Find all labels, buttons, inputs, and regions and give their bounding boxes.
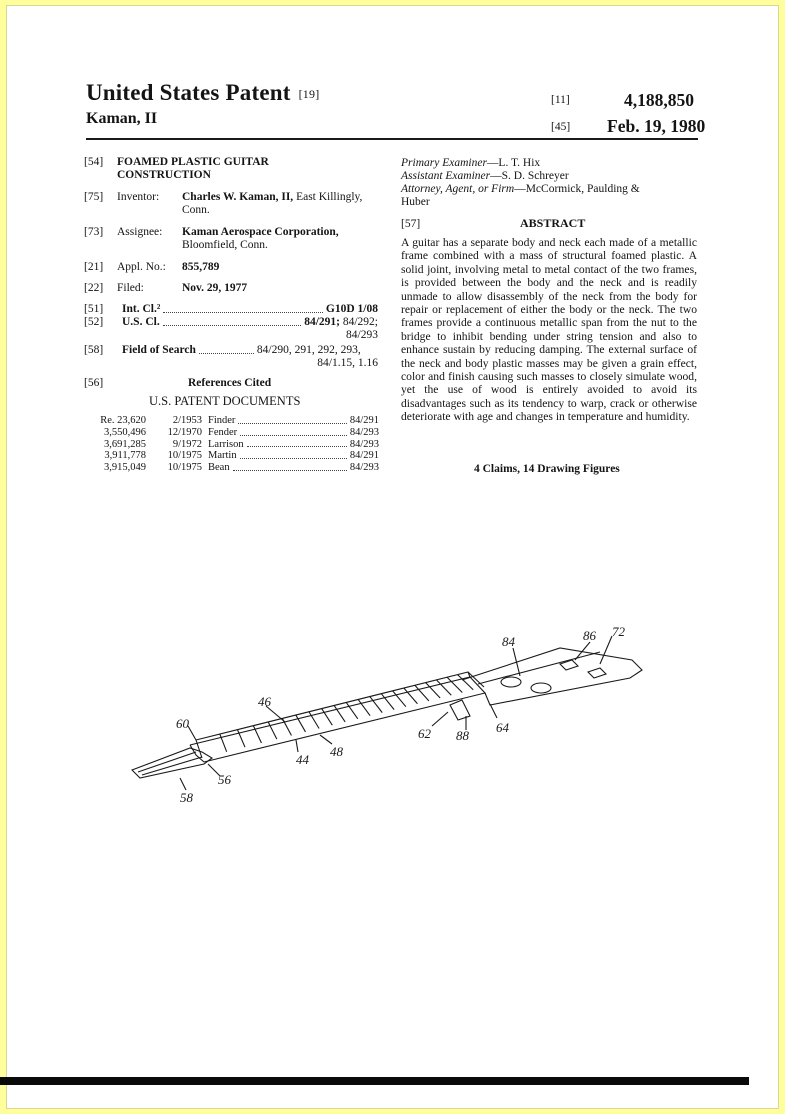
appl-number: 855,789 [182, 261, 220, 273]
reference-number: Re. 23,620 [100, 415, 146, 426]
reference-number: 3,691,285 [104, 438, 146, 450]
search-value-line2: 84/1.15, 1.16 [317, 357, 378, 369]
field-label: Filed: [117, 282, 144, 294]
field-code: [56] [84, 377, 104, 389]
uscl-value-line2: 84/293 [346, 329, 378, 341]
label-56: 56 [218, 772, 231, 787]
intcl-label: Int. Cl.² [122, 303, 161, 315]
invention-title-line2: CONSTRUCTION [117, 169, 211, 181]
reference-date: 10/1975 [167, 462, 202, 474]
field-code: [75] [84, 191, 104, 203]
patent-date: Feb. 19, 1980 [607, 116, 706, 136]
references-subheading: U.S. PATENT DOCUMENTS [149, 394, 301, 408]
reference-class: 84/291 [349, 450, 379, 462]
uscl-value-rest: 84/292; [342, 316, 378, 328]
inventor-name: Charles W. Kaman, II, [182, 191, 294, 203]
invention-title: FOAMED PLASTIC GUITAR [117, 156, 269, 168]
joint-block [450, 700, 470, 720]
inventor-place: East Killingly, [296, 191, 363, 203]
field-code: [51] [84, 303, 104, 315]
intcl-value: G10D 1/08 [325, 303, 378, 315]
uscl-value: 84/291; [304, 316, 340, 328]
search-label: Field of Search [122, 344, 196, 356]
primary-examiner-name: —L. T. Hix [486, 157, 541, 169]
field-label: Assignee: [117, 226, 163, 238]
label-60: 60 [176, 716, 189, 731]
frame-block [588, 668, 606, 678]
reference-class: 84/293 [349, 426, 379, 438]
body-frame [462, 648, 642, 705]
reference-date: 10/1975 [167, 450, 202, 462]
reference-inventor: Martin [208, 450, 237, 462]
assignee-name: Kaman Aerospace Corporation, [182, 226, 339, 238]
label-64: 64 [496, 720, 509, 735]
label-62: 62 [418, 726, 431, 741]
references-heading: References Cited [188, 377, 272, 389]
reference-date: 2/1953 [172, 415, 202, 426]
reference-class: 84/291 [349, 415, 379, 426]
search-value: 84/290, 291, 292, 293, [256, 344, 361, 356]
title-tag: [19] [298, 87, 320, 102]
attorney-label: Attorney, Agent, or Firm [401, 183, 515, 195]
inventor-place-line2: Conn. [182, 204, 210, 216]
reference-number: 3,915,049 [104, 462, 146, 474]
reference-inventor: Bean [208, 462, 230, 474]
abstract-heading: ABSTRACT [520, 216, 586, 230]
date-tag: [45] [551, 121, 571, 133]
label-44: 44 [296, 752, 309, 767]
label-46: 46 [258, 694, 271, 709]
patent-number: 4,188,850 [624, 90, 694, 110]
field-code: [21] [84, 261, 104, 273]
abstract-text: A guitar has a separate body and neck each made of a metallic frame combined with a mass of structural foamed plastic. A solid joint, involving metal to metal contact of the two frames, is provided between the body and the neck and is readily unmade to allow disassembly of the neck from the body for repair or replacement of either the body or the neck. The two frames provide a continuous metallic span from the nut to the bridge to inhibit bending under string tension and also to enhance sustain by reducing damping. The external surface of the neck and body plastic masses may be given a grain effect, color and finish causing such masses to closely simulate wood, yet the use of wood is entirely avoided to avoid its disadvantages such as its tendency to warp, crack or otherwise deteriorate with age and changes in temperature and humidity. [401, 236, 697, 424]
reference-inventor: Larrison [208, 438, 244, 450]
reference-date: 12/1970 [167, 426, 202, 438]
reference-class: 84/293 [349, 438, 379, 450]
primary-examiner-label: Primary Examiner [401, 157, 487, 169]
field-code: [54] [84, 156, 104, 168]
label-84: 84 [502, 634, 515, 649]
frame-hole [531, 683, 551, 693]
reference-number: 3,911,778 [104, 450, 146, 462]
label-48: 48 [330, 744, 343, 759]
field-label: Inventor: [117, 191, 160, 203]
claims-summary: 4 Claims, 14 Drawing Figures [474, 463, 620, 475]
uscl-label: U.S. Cl. [122, 316, 160, 328]
assistant-examiner-label: Assistant Examiner [401, 170, 491, 182]
bottom-bar [0, 1077, 749, 1085]
field-code: [22] [84, 282, 104, 294]
field-code: [58] [84, 344, 104, 356]
fret-line [468, 672, 484, 687]
attorney-name: —McCormick, Paulding & [514, 183, 640, 195]
reference-number: 3,550,496 [104, 426, 146, 438]
field-code: [73] [84, 226, 104, 238]
assistant-examiner-name: —S. D. Schreyer [490, 170, 569, 182]
label-88: 88 [456, 728, 469, 743]
patent-title: United States Patent [19] [86, 80, 320, 105]
label-86: 86 [583, 628, 596, 643]
label-58: 58 [180, 790, 193, 805]
abstract-code: [57] [401, 218, 421, 230]
reference-inventor: Fender [208, 426, 238, 438]
label-72: 72 [612, 624, 625, 639]
filed-date: Nov. 29, 1977 [182, 282, 248, 294]
reference-date: 9/1972 [172, 438, 202, 450]
reference-class: 84/293 [349, 462, 379, 474]
field-code: [52] [84, 316, 104, 328]
frame-hole [501, 677, 521, 687]
attorney-name-line2: Huber [401, 196, 430, 208]
assignee-place: Bloomfield, Conn. [182, 239, 268, 251]
inventor-short: Kaman, II [86, 110, 158, 127]
number-tag: [11] [551, 94, 570, 106]
reference-inventor: Finder [208, 415, 236, 426]
field-label: Appl. No.: [117, 261, 166, 273]
